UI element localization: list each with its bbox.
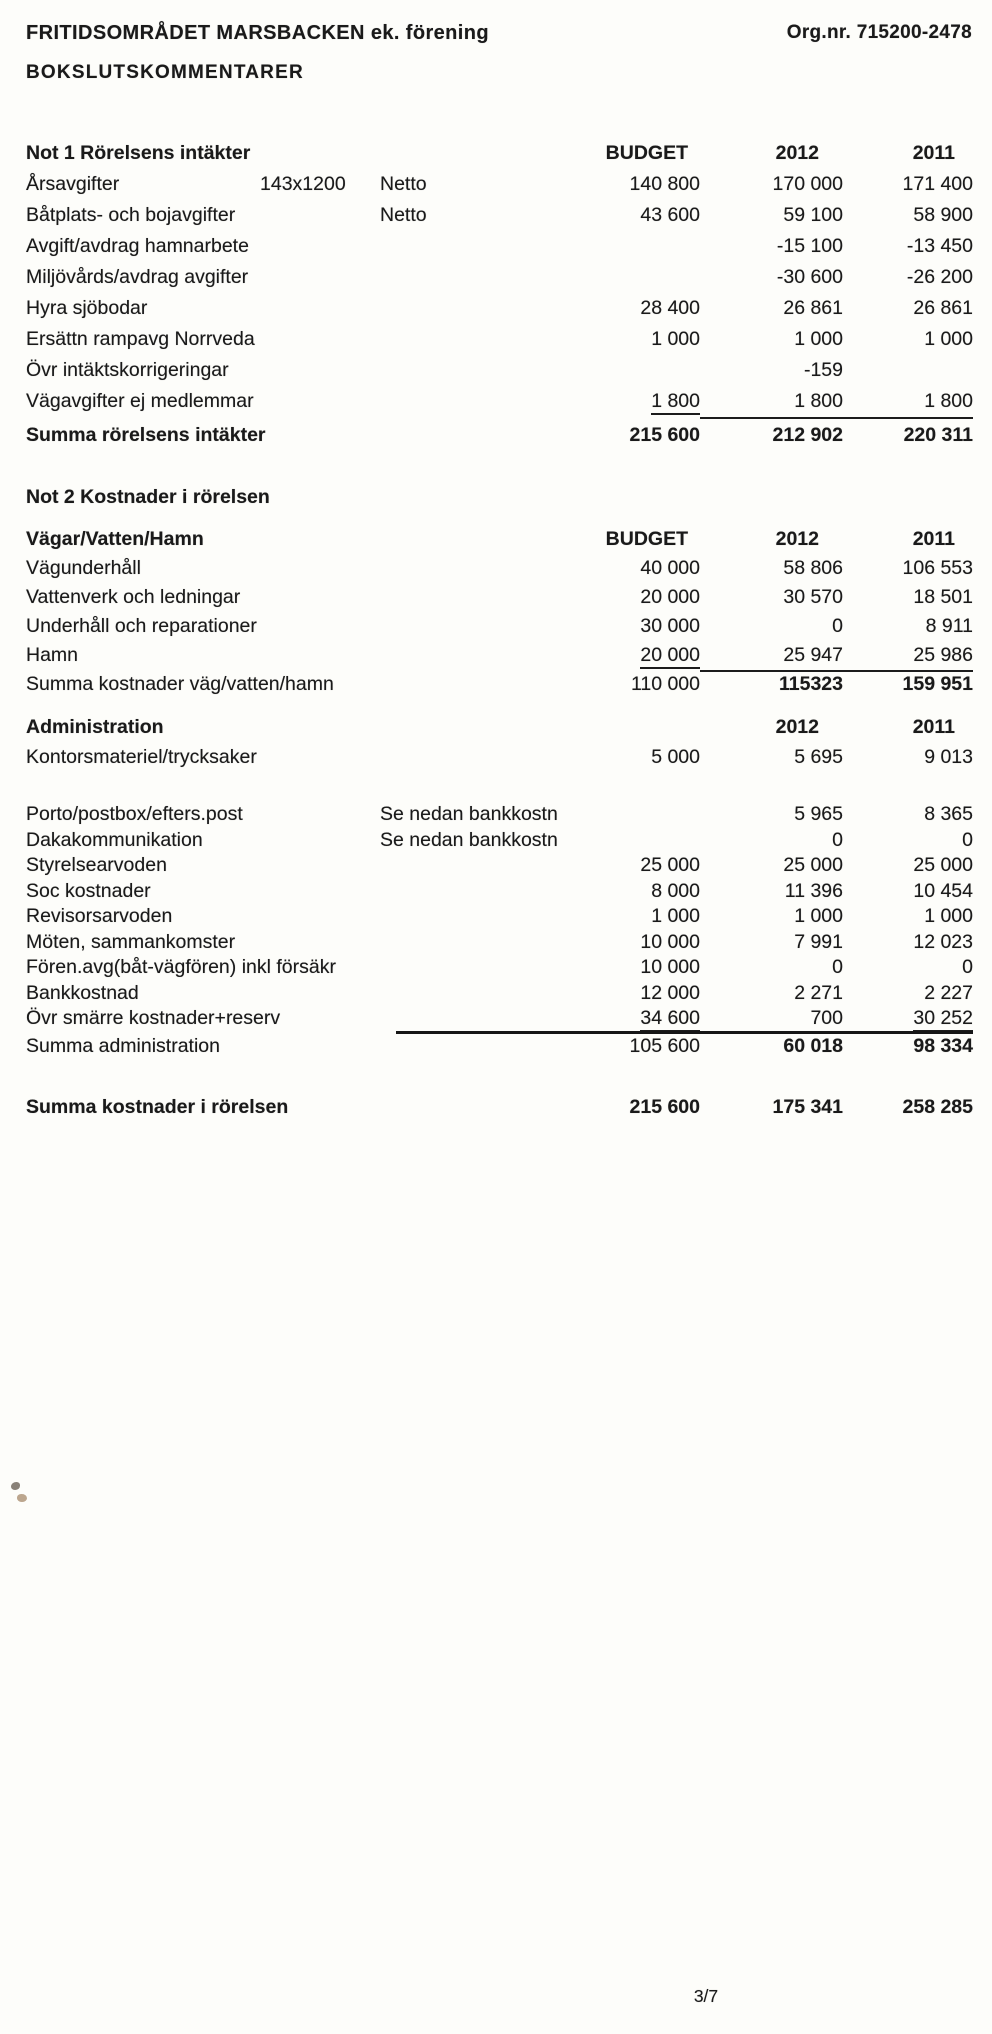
cell-label: Övr smärre kostnader+reserv bbox=[26, 1007, 281, 1029]
cell-2011: 258 285 bbox=[902, 1096, 973, 1118]
cell-2011: 0 bbox=[962, 956, 973, 978]
cell-2012: 170 000 bbox=[772, 173, 843, 195]
cell-2011: 1 800 bbox=[843, 386, 973, 419]
cell-budget: 43 600 bbox=[640, 204, 700, 226]
cell-budget: 1 000 bbox=[651, 328, 700, 350]
scan-speck bbox=[17, 1494, 27, 1502]
cell-budget: 25 000 bbox=[640, 854, 700, 876]
cell-label: Möten, sammankomster bbox=[26, 930, 236, 953]
cell-label: Fören.avg(båt-vägfören) inkl försäkr bbox=[26, 956, 336, 978]
cell-2011: 220 311 bbox=[903, 424, 973, 446]
cell-budget: 34 600 bbox=[560, 1006, 700, 1032]
table-row bbox=[26, 554, 973, 583]
cell-2012: 1 000 bbox=[794, 328, 843, 350]
cell-budget: 28 400 bbox=[640, 297, 700, 319]
cell-2012: 59 100 bbox=[783, 204, 843, 226]
column-header-budget: BUDGET bbox=[605, 142, 688, 164]
group-header-administration: Administration bbox=[26, 716, 164, 738]
cell-note: Netto bbox=[380, 173, 427, 195]
table-row bbox=[26, 324, 973, 355]
cell-2011: 26 861 bbox=[913, 297, 973, 319]
table-row bbox=[26, 742, 973, 772]
vvh-table bbox=[26, 524, 973, 699]
cell-budget: 20 000 bbox=[560, 641, 700, 670]
cell-2012: 2 271 bbox=[794, 981, 843, 1004]
cell-budget: 12 000 bbox=[640, 981, 700, 1004]
cell-2012: 25 000 bbox=[783, 854, 843, 876]
admin-total-row bbox=[26, 1034, 973, 1060]
org-number: Org.nr. 715200-2478 bbox=[786, 22, 972, 43]
cell-2011: 25 986 bbox=[843, 641, 973, 672]
total-label: Summa administration bbox=[26, 1035, 220, 1057]
cell-2012: -159 bbox=[803, 359, 843, 381]
cell-budget: 105 600 bbox=[629, 1035, 700, 1057]
cell-2011: -13 450 bbox=[906, 235, 973, 257]
cell-budget: 20 000 bbox=[640, 586, 700, 608]
admin-header-row bbox=[26, 712, 973, 742]
total-label: Summa rörelsens intäkter bbox=[26, 424, 266, 446]
column-header-2011: 2011 bbox=[912, 716, 955, 738]
cell-2011: 0 bbox=[962, 828, 973, 851]
grand-total-row bbox=[26, 1092, 973, 1122]
cell-2011: -26 200 bbox=[906, 266, 973, 288]
table-row bbox=[26, 981, 973, 1007]
column-header-budget: BUDGET bbox=[605, 528, 688, 550]
cell-2012: 26 861 bbox=[783, 297, 843, 319]
total-label: Summa kostnader väg/vatten/hamn bbox=[26, 673, 334, 695]
cell-2012: -15 100 bbox=[776, 235, 843, 257]
cell-note: Se nedan bankkostn bbox=[380, 828, 558, 851]
cell-2011: 12 023 bbox=[913, 930, 973, 953]
cell-2012: 30 570 bbox=[783, 586, 843, 608]
table-row bbox=[26, 904, 973, 930]
table-row bbox=[26, 802, 973, 828]
table-row bbox=[26, 879, 973, 905]
cell-2011: 9 013 bbox=[924, 746, 973, 768]
cell-budget: 30 000 bbox=[640, 615, 700, 637]
table-row bbox=[26, 930, 973, 956]
cell-budget: 10 000 bbox=[640, 930, 700, 953]
cell-label: Båtplats- och bojavgifter bbox=[26, 204, 236, 226]
cell-2011: 98 334 bbox=[913, 1035, 973, 1057]
cell-2011: 106 553 bbox=[902, 557, 973, 579]
cell-2012: 0 bbox=[832, 828, 843, 851]
cell-2012: 700 bbox=[810, 1007, 843, 1029]
cell-2012: 175 341 bbox=[772, 1096, 843, 1118]
cell-note: Se nedan bankkostn bbox=[380, 803, 558, 825]
cell-2011: 18 501 bbox=[913, 586, 973, 608]
cell-extra: 143x1200 bbox=[260, 173, 346, 195]
total-label: Summa kostnader i rörelsen bbox=[26, 1096, 289, 1118]
cell-2012: 5 695 bbox=[794, 746, 843, 768]
cell-2011: 10 454 bbox=[913, 879, 973, 902]
table-row bbox=[26, 955, 973, 981]
section-title-not2: Not 2 Kostnader i rörelsen bbox=[26, 486, 270, 508]
cell-budget: 215 600 bbox=[629, 1096, 700, 1118]
section-title-not1: Not 1 Rörelsens intäkter bbox=[26, 142, 251, 164]
cell-2011: 1 000 bbox=[924, 905, 973, 927]
not1-table bbox=[26, 138, 973, 417]
cell-2012: 212 902 bbox=[772, 424, 843, 446]
cell-budget: 5 000 bbox=[651, 746, 700, 768]
cell-budget: 8 000 bbox=[651, 879, 700, 902]
cell-label: Årsavgifter bbox=[26, 173, 120, 195]
scan-speck bbox=[11, 1482, 20, 1490]
cell-label: Soc kostnader bbox=[26, 879, 151, 902]
cell-2011: 8 365 bbox=[924, 803, 973, 825]
cell-label: Vattenverk och ledningar bbox=[26, 586, 241, 608]
vvh-header-row bbox=[26, 524, 973, 554]
cell-budget: 10 000 bbox=[640, 956, 700, 978]
cell-budget: 110 000 bbox=[630, 673, 700, 695]
column-header-2011: 2011 bbox=[912, 142, 955, 164]
cell-budget: 140 800 bbox=[629, 173, 700, 195]
cell-label: Vägunderhåll bbox=[26, 557, 141, 579]
admin-table-top bbox=[26, 712, 973, 772]
not1-header-row bbox=[26, 138, 973, 169]
table-row bbox=[26, 293, 973, 324]
page-number: 3/7 bbox=[693, 1986, 719, 2006]
cell-2011: 2 227 bbox=[924, 981, 973, 1004]
cell-budget: 40 000 bbox=[640, 557, 700, 579]
cell-note: Netto bbox=[380, 204, 427, 226]
cell-2012: 115323 bbox=[779, 673, 843, 695]
table-row bbox=[26, 828, 973, 854]
cell-label: Kontorsmateriel/trycksaker bbox=[26, 746, 257, 768]
table-row bbox=[26, 1006, 973, 1032]
cell-2012: 1 800 bbox=[700, 386, 843, 419]
cell-2012: 60 018 bbox=[783, 1035, 843, 1057]
cell-label: Hyra sjöbodar bbox=[26, 297, 148, 319]
cell-2011: 171 400 bbox=[902, 173, 973, 195]
table-row bbox=[26, 262, 973, 293]
cell-2012: 58 806 bbox=[783, 557, 843, 579]
table-row bbox=[26, 853, 973, 879]
table-row bbox=[26, 169, 973, 200]
admin-table-rows bbox=[26, 802, 973, 1032]
cell-budget: 1 000 bbox=[651, 905, 700, 927]
table-row bbox=[26, 612, 973, 641]
cell-2011: 58 900 bbox=[913, 204, 973, 226]
cell-budget: 215 600 bbox=[629, 424, 700, 446]
table-row bbox=[26, 355, 973, 386]
cell-label: Dakakommunikation bbox=[26, 828, 203, 851]
cell-2012: 25 947 bbox=[700, 641, 843, 672]
column-header-2011: 2011 bbox=[912, 528, 955, 550]
cell-label: Revisorsarvoden bbox=[26, 905, 173, 927]
cell-2011: 8 911 bbox=[925, 615, 973, 637]
cell-label: Ersättn rampavg Norrveda bbox=[26, 328, 255, 350]
cell-2012: 7 991 bbox=[794, 930, 843, 953]
vvh-total-row bbox=[26, 670, 973, 699]
cell-2012: -30 600 bbox=[776, 266, 843, 288]
cell-label: Styrelsearvoden bbox=[26, 854, 167, 876]
cell-2011: 1 000 bbox=[924, 328, 973, 350]
not1-total-row bbox=[26, 420, 973, 450]
table-row bbox=[26, 200, 973, 231]
cell-2011: 30 252 bbox=[843, 1006, 973, 1032]
cell-label: Bankkostnad bbox=[26, 981, 139, 1004]
cell-2011: 159 951 bbox=[902, 673, 973, 695]
cell-label: Övr intäktskorrigeringar bbox=[26, 359, 229, 381]
cell-label: Vägavgifter ej medlemmar bbox=[26, 390, 254, 412]
cell-2012: 5 965 bbox=[794, 803, 843, 825]
cell-2012: 1 000 bbox=[794, 905, 843, 927]
column-header-2012: 2012 bbox=[775, 142, 819, 164]
cell-label: Porto/postbox/efters.post bbox=[26, 803, 243, 825]
cell-label: Underhåll och reparationer bbox=[26, 615, 257, 637]
cell-label: Avgift/avdrag hamnarbete bbox=[26, 235, 249, 257]
table-row bbox=[26, 231, 973, 262]
cell-2012: 11 396 bbox=[784, 879, 843, 902]
cell-2012: 0 bbox=[832, 956, 843, 978]
column-header-2012: 2012 bbox=[775, 528, 819, 550]
column-header-2012: 2012 bbox=[775, 716, 819, 738]
table-row bbox=[26, 386, 973, 417]
company-title: FRITIDSOMRÅDET MARSBACKEN ek. förening bbox=[26, 22, 489, 44]
table-row bbox=[26, 641, 973, 670]
cell-budget: 1 800 bbox=[560, 386, 700, 417]
table-row bbox=[26, 583, 973, 612]
group-header-vvh: Vägar/Vatten/Hamn bbox=[26, 528, 204, 550]
doc-subtitle: BOKSLUTSKOMMENTARER bbox=[26, 62, 304, 83]
cell-label: Hamn bbox=[26, 644, 79, 666]
cell-label: Miljövårds/avdrag avgifter bbox=[26, 266, 249, 288]
cell-2011: 25 000 bbox=[913, 854, 973, 876]
cell-2012: 0 bbox=[832, 615, 843, 637]
